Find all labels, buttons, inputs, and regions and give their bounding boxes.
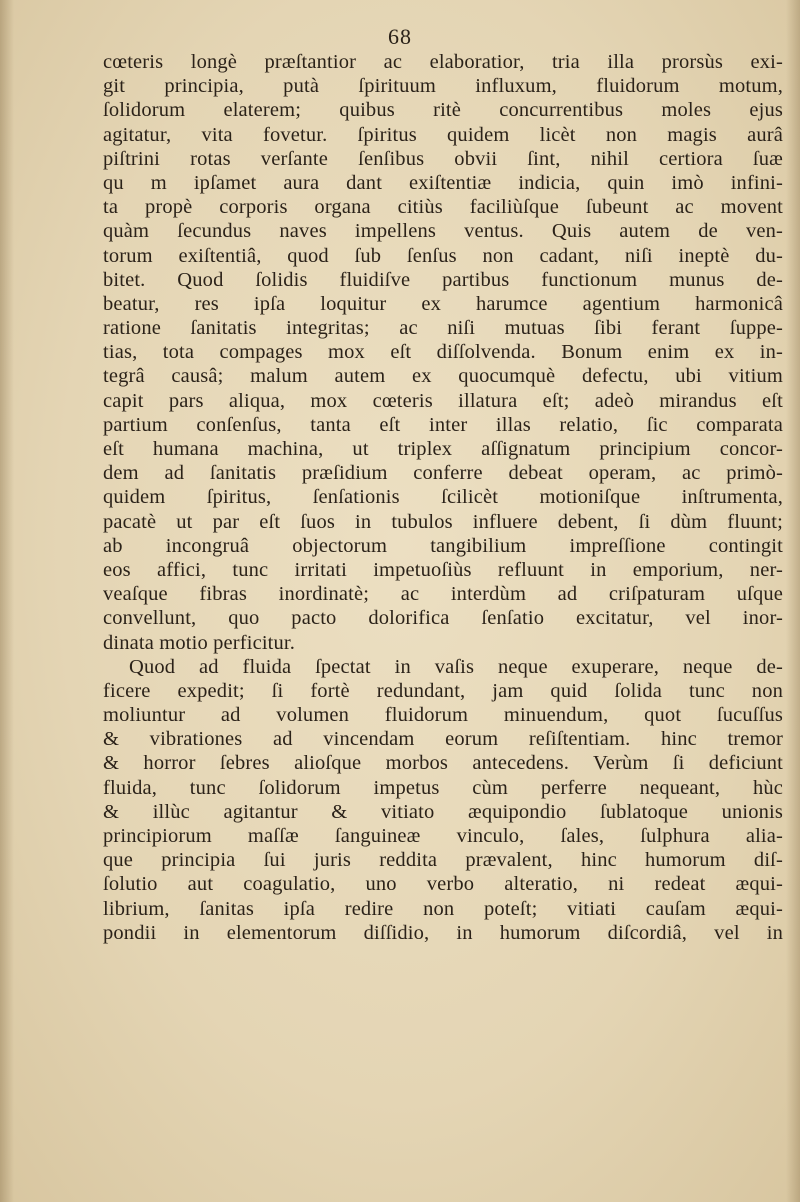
paragraph-1 (103, 50, 783, 655)
text-line: torum exiſtentiâ, quod ſub ſenſus non cadant, niſi ineptè du- (103, 244, 783, 267)
text-line: veaſque fibras inordinatè; ac interdùm ad criſpaturam uſque (103, 583, 783, 606)
text-line: dem ad ſanitatis præſidium conferre debeat operam, ac primò- (103, 462, 783, 485)
text-line: pacatè ut par eſt ſuos in tubulos influere debent, ſi dùm fluunt; (103, 510, 783, 533)
text-line: dinata motio perficitur. (103, 631, 296, 654)
text-line: ſolidorum elaterem; quibus ritè concurrentibus moles ejus (103, 99, 783, 122)
text-line: piſtrini rotas verſante ſenſibus obvii ſint, nihil certiora ſuæ (103, 147, 783, 170)
text-line: capit pars aliqua, mox cœteris illatura eſt; adeò mirandus eſt (103, 389, 783, 412)
text-line: cœteris longè præſtantior ac elaboratior, tria illa prorsùs exi- (103, 51, 783, 73)
text-line: & horror ſebres alioſque morbos antecedens. Verùm ſi deficiunt (103, 752, 783, 775)
text-line: eſt humana machina, ut triplex aſſignatum principium concor- (103, 438, 783, 460)
text-line: tegrâ causâ; malum autem ex quocumquè defectu, ubi vitium (103, 365, 783, 388)
text-line: beatur, res ipſa loquitur ex harumce agentium harmonicâ (103, 292, 783, 315)
text-line: ab incongruâ objectorum tangibilium impreſſione contingit (103, 534, 783, 557)
text-line: quàm ſecundus naves impellens ventus. Quis autem de ven- (103, 220, 783, 243)
text-line: quidem ſpiritus, ſenſationis ſcilicèt motioniſque inſtrumenta, (103, 486, 783, 509)
text-line: tias, tota compages mox eſt diſſolvenda. Bonum enim ex in- (103, 341, 783, 364)
text-line: fluida, tunc ſolidorum impetus cùm perferre nequeant, hùc (103, 776, 783, 799)
paragraph-2 (103, 655, 783, 945)
body-text (103, 50, 783, 945)
text-line: eos affici, tunc irritati impetuoſiùs refluunt in emporium, ner- (103, 558, 783, 581)
text-line: git principia, putà ſpirituum influxum, fluidorum motum, (103, 75, 783, 98)
text-line: librium, ſanitas ipſa redire non poteſt; vitiati cauſam æqui- (103, 897, 783, 920)
text-line: & illùc agitantur & vitiato æquipondio ſublatoque unionis (103, 800, 783, 823)
text-line: partium conſenſus, tanta eſt inter illas relatio, ſic comparata (103, 413, 783, 436)
text-line: pondii in elementorum diſſidio, in humorum diſcordiâ, vel in (103, 921, 783, 944)
text-line: ta propè corporis organa citiùs faciliùſque ſubeunt ac movent (103, 196, 783, 219)
text-line: convellunt, quo pacto dolorifica ſenſatio excitatur, vel inor- (103, 607, 783, 630)
text-line: moliuntur ad volumen fluidorum minuendum, quot ſucuſſus (103, 704, 783, 727)
text-line: & vibrationes ad vincendam eorum reſiſtentiam. hinc tremor (103, 728, 783, 751)
text-line: ſolutio aut coagulatio, uno verbo alteratio, ni redeat æqui- (103, 873, 783, 896)
text-line: que principia ſui juris reddita prævalent, hinc humorum diſ- (103, 849, 783, 872)
text-line: qu m ipſamet aura dant exiſtentiæ indicia, quin imò infini- (103, 171, 783, 194)
page-left-edge (0, 0, 14, 1202)
text-line: ficere expedit; ſi fortè redundant, jam quid ſolida tunc non (103, 679, 783, 702)
page-number: 68 (388, 24, 412, 49)
text-line: principiorum maſſæ ſanguineæ vinculo, ſales, ſulphura alia- (103, 825, 783, 847)
text-line: agitatur, vita fovetur. ſpiritus quidem licèt non magis aurâ (103, 123, 783, 146)
text-line: Quod ad fluida ſpectat in vaſis neque exuperare, neque de- (129, 655, 783, 678)
text-line: ratione ſanitatis integritas; ac niſi mutuas ſibi ferant ſuppe- (103, 317, 783, 340)
page-right-edge (786, 0, 800, 1202)
text-line: bitet. Quod ſolidis fluidiſve partibus functionum munus de- (103, 268, 783, 291)
